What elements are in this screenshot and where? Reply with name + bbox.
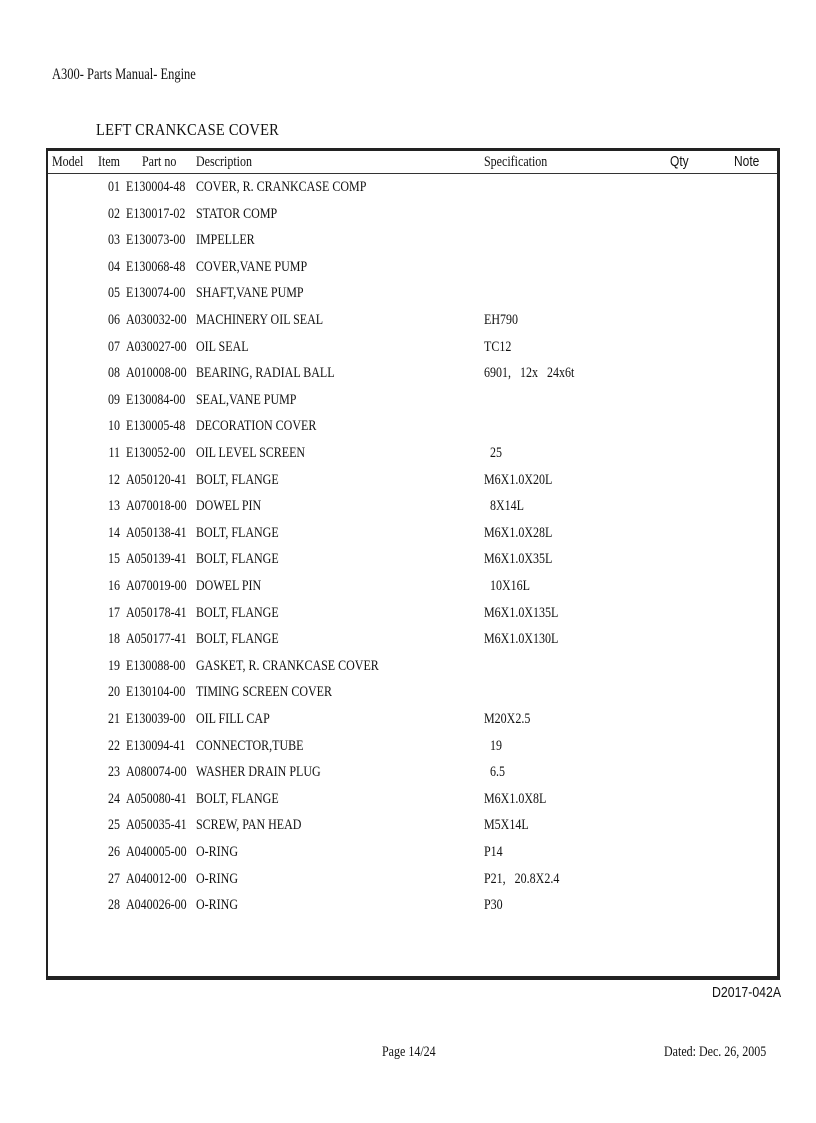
row-description: BOLT, FLANGE bbox=[196, 471, 279, 488]
row-specification: M6X1.0X28L bbox=[484, 524, 553, 541]
header-qty: Qty bbox=[670, 153, 689, 170]
row-item: 27 bbox=[108, 870, 120, 887]
row-specification: 19 bbox=[484, 737, 502, 754]
header-item: Item bbox=[98, 154, 120, 170]
header-model: Model bbox=[52, 154, 84, 170]
table-row bbox=[48, 867, 777, 893]
row-description: SHAFT,VANE PUMP bbox=[196, 285, 304, 302]
row-item: 13 bbox=[108, 498, 120, 515]
row-part-no: A040012-00 bbox=[126, 870, 187, 887]
row-part-no: A010008-00 bbox=[126, 365, 187, 382]
row-description: BOLT, FLANGE bbox=[196, 604, 279, 621]
row-part-no: A030032-00 bbox=[126, 312, 187, 328]
row-description: COVER, R. CRANKCASE COMP bbox=[196, 179, 367, 195]
row-description: TIMING SCREEN COVER bbox=[196, 684, 333, 701]
row-description: BOLT, FLANGE bbox=[196, 551, 279, 568]
header-note: Note bbox=[734, 153, 760, 170]
row-part-no: A050178-41 bbox=[126, 604, 187, 621]
table-row bbox=[48, 202, 777, 228]
table-row bbox=[48, 521, 777, 547]
row-item: 11 bbox=[108, 445, 120, 461]
row-part-no: A030027-00 bbox=[126, 338, 187, 355]
row-description: BEARING, RADIAL BALL bbox=[196, 365, 335, 382]
row-item: 24 bbox=[108, 790, 120, 807]
row-part-no: E130005-48 bbox=[126, 418, 186, 435]
table-row bbox=[48, 308, 777, 334]
table-row bbox=[48, 734, 777, 760]
row-description: SEAL,VANE PUMP bbox=[196, 391, 297, 408]
row-item: 15 bbox=[108, 551, 120, 568]
row-part-no: A050139-41 bbox=[126, 551, 187, 568]
row-part-no: A050035-41 bbox=[126, 817, 187, 834]
table-row bbox=[48, 228, 777, 254]
header-description: Description bbox=[196, 154, 252, 170]
row-part-no: E130084-00 bbox=[126, 391, 186, 408]
table-row bbox=[48, 255, 777, 281]
row-item: 16 bbox=[108, 578, 120, 594]
table-row bbox=[48, 707, 777, 733]
row-part-no: A050138-41 bbox=[126, 524, 187, 541]
row-specification: 6901, 12x 24x6t bbox=[484, 365, 575, 382]
row-item: 26 bbox=[108, 844, 120, 860]
table-row bbox=[48, 840, 777, 866]
table-row bbox=[48, 281, 777, 307]
row-specification: P14 bbox=[484, 844, 503, 860]
row-description: OIL SEAL bbox=[196, 338, 249, 355]
header-specification: Specification bbox=[484, 154, 548, 170]
page-number: Page 14/24 bbox=[382, 1044, 436, 1060]
row-description: BOLT, FLANGE bbox=[196, 631, 279, 648]
row-description: COVER,VANE PUMP bbox=[196, 258, 308, 275]
row-description: O-RING bbox=[196, 870, 238, 887]
row-item: 08 bbox=[108, 365, 120, 382]
row-part-no: A080074-00 bbox=[126, 764, 187, 781]
row-item: 17 bbox=[108, 604, 120, 621]
row-specification: M5X14L bbox=[484, 817, 529, 834]
row-specification: P30 bbox=[484, 897, 503, 914]
row-part-no: E130039-00 bbox=[126, 711, 186, 727]
row-part-no: A070018-00 bbox=[126, 498, 187, 515]
document-title: A300- Parts Manual- Engine bbox=[52, 66, 196, 83]
table-row bbox=[48, 574, 777, 600]
table-row bbox=[48, 441, 777, 467]
table-row bbox=[48, 760, 777, 786]
row-description: OIL FILL CAP bbox=[196, 711, 270, 727]
row-part-no: E130088-00 bbox=[126, 657, 186, 674]
row-item: 05 bbox=[108, 285, 120, 302]
row-specification: M6X1.0X130L bbox=[484, 631, 559, 648]
row-specification: EH790 bbox=[484, 312, 518, 328]
row-item: 10 bbox=[108, 418, 120, 435]
row-specification: 10X16L bbox=[484, 578, 530, 594]
row-item: 03 bbox=[108, 232, 120, 249]
document-date: Dated: Dec. 26, 2005 bbox=[664, 1044, 767, 1060]
row-part-no: A040005-00 bbox=[126, 844, 187, 860]
row-specification: 6.5 bbox=[484, 764, 505, 781]
row-specification: M20X2.5 bbox=[484, 711, 531, 727]
row-part-no: A050080-41 bbox=[126, 790, 187, 807]
row-specification: 25 bbox=[484, 445, 502, 461]
header-part-no: Part no bbox=[142, 154, 177, 170]
row-specification: M6X1.0X35L bbox=[484, 551, 553, 568]
row-description: OIL LEVEL SCREEN bbox=[196, 445, 306, 461]
row-item: 21 bbox=[108, 711, 120, 727]
row-specification: M6X1.0X20L bbox=[484, 471, 553, 488]
row-item: 22 bbox=[108, 737, 120, 754]
table-row bbox=[48, 388, 777, 414]
row-description: GASKET, R. CRANKCASE COVER bbox=[196, 657, 379, 674]
row-part-no: E130068-48 bbox=[126, 258, 186, 275]
row-item: 18 bbox=[108, 631, 120, 648]
row-item: 20 bbox=[108, 684, 120, 701]
row-description: DOWEL PIN bbox=[196, 578, 262, 594]
row-item: 14 bbox=[108, 524, 120, 541]
row-part-no: E130073-00 bbox=[126, 232, 186, 249]
row-item: 06 bbox=[108, 312, 120, 328]
row-item: 12 bbox=[108, 471, 120, 488]
table-row bbox=[48, 654, 777, 680]
header-divider bbox=[48, 173, 777, 174]
table-row bbox=[48, 414, 777, 440]
table-row bbox=[48, 468, 777, 494]
drawing-id: D2017-042A bbox=[712, 984, 782, 1001]
table-row bbox=[48, 494, 777, 520]
row-item: 28 bbox=[108, 897, 120, 914]
row-item: 19 bbox=[108, 657, 120, 674]
row-part-no: E130104-00 bbox=[126, 684, 186, 701]
row-description: STATOR COMP bbox=[196, 205, 278, 222]
table-row bbox=[48, 627, 777, 653]
table-row bbox=[48, 335, 777, 361]
table-row bbox=[48, 361, 777, 387]
row-description: O-RING bbox=[196, 844, 238, 860]
row-description: SCREW, PAN HEAD bbox=[196, 817, 302, 834]
row-description: O-RING bbox=[196, 897, 238, 914]
table-row bbox=[48, 787, 777, 813]
row-specification: P21, 20.8X2.4 bbox=[484, 870, 560, 887]
row-item: 07 bbox=[108, 338, 120, 355]
parts-table bbox=[46, 148, 780, 980]
table-row bbox=[48, 547, 777, 573]
row-item: 25 bbox=[108, 817, 120, 834]
row-description: DOWEL PIN bbox=[196, 498, 262, 515]
row-description: WASHER DRAIN PLUG bbox=[196, 764, 321, 781]
row-specification: M6X1.0X135L bbox=[484, 604, 559, 621]
row-part-no: A050177-41 bbox=[126, 631, 187, 648]
row-specification: TC12 bbox=[484, 338, 512, 355]
row-specification: 8X14L bbox=[484, 498, 524, 515]
row-description: BOLT, FLANGE bbox=[196, 524, 279, 541]
row-description: MACHINERY OIL SEAL bbox=[196, 312, 324, 328]
row-part-no: A070019-00 bbox=[126, 578, 187, 594]
row-part-no: E130052-00 bbox=[126, 445, 186, 461]
table-row bbox=[48, 680, 777, 706]
row-item: 02 bbox=[108, 205, 120, 222]
row-part-no: A040026-00 bbox=[126, 897, 187, 914]
table-row bbox=[48, 175, 777, 201]
row-specification: M6X1.0X8L bbox=[484, 790, 547, 807]
table-row bbox=[48, 813, 777, 839]
row-item: 04 bbox=[108, 258, 120, 275]
row-part-no: E130074-00 bbox=[126, 285, 186, 302]
row-part-no: E130094-41 bbox=[126, 737, 186, 754]
section-title: LEFT CRANKCASE COVER bbox=[96, 120, 280, 139]
row-part-no: A050120-41 bbox=[126, 471, 187, 488]
table-row bbox=[48, 601, 777, 627]
row-description: DECORATION COVER bbox=[196, 418, 317, 435]
row-part-no: E130004-48 bbox=[126, 179, 186, 195]
row-description: CONNECTOR,TUBE bbox=[196, 737, 304, 754]
row-item: 09 bbox=[108, 391, 120, 408]
row-item: 23 bbox=[108, 764, 120, 781]
row-description: BOLT, FLANGE bbox=[196, 790, 279, 807]
row-item: 01 bbox=[108, 179, 120, 195]
table-row bbox=[48, 893, 777, 919]
row-description: IMPELLER bbox=[196, 232, 255, 249]
row-part-no: E130017-02 bbox=[126, 205, 186, 222]
